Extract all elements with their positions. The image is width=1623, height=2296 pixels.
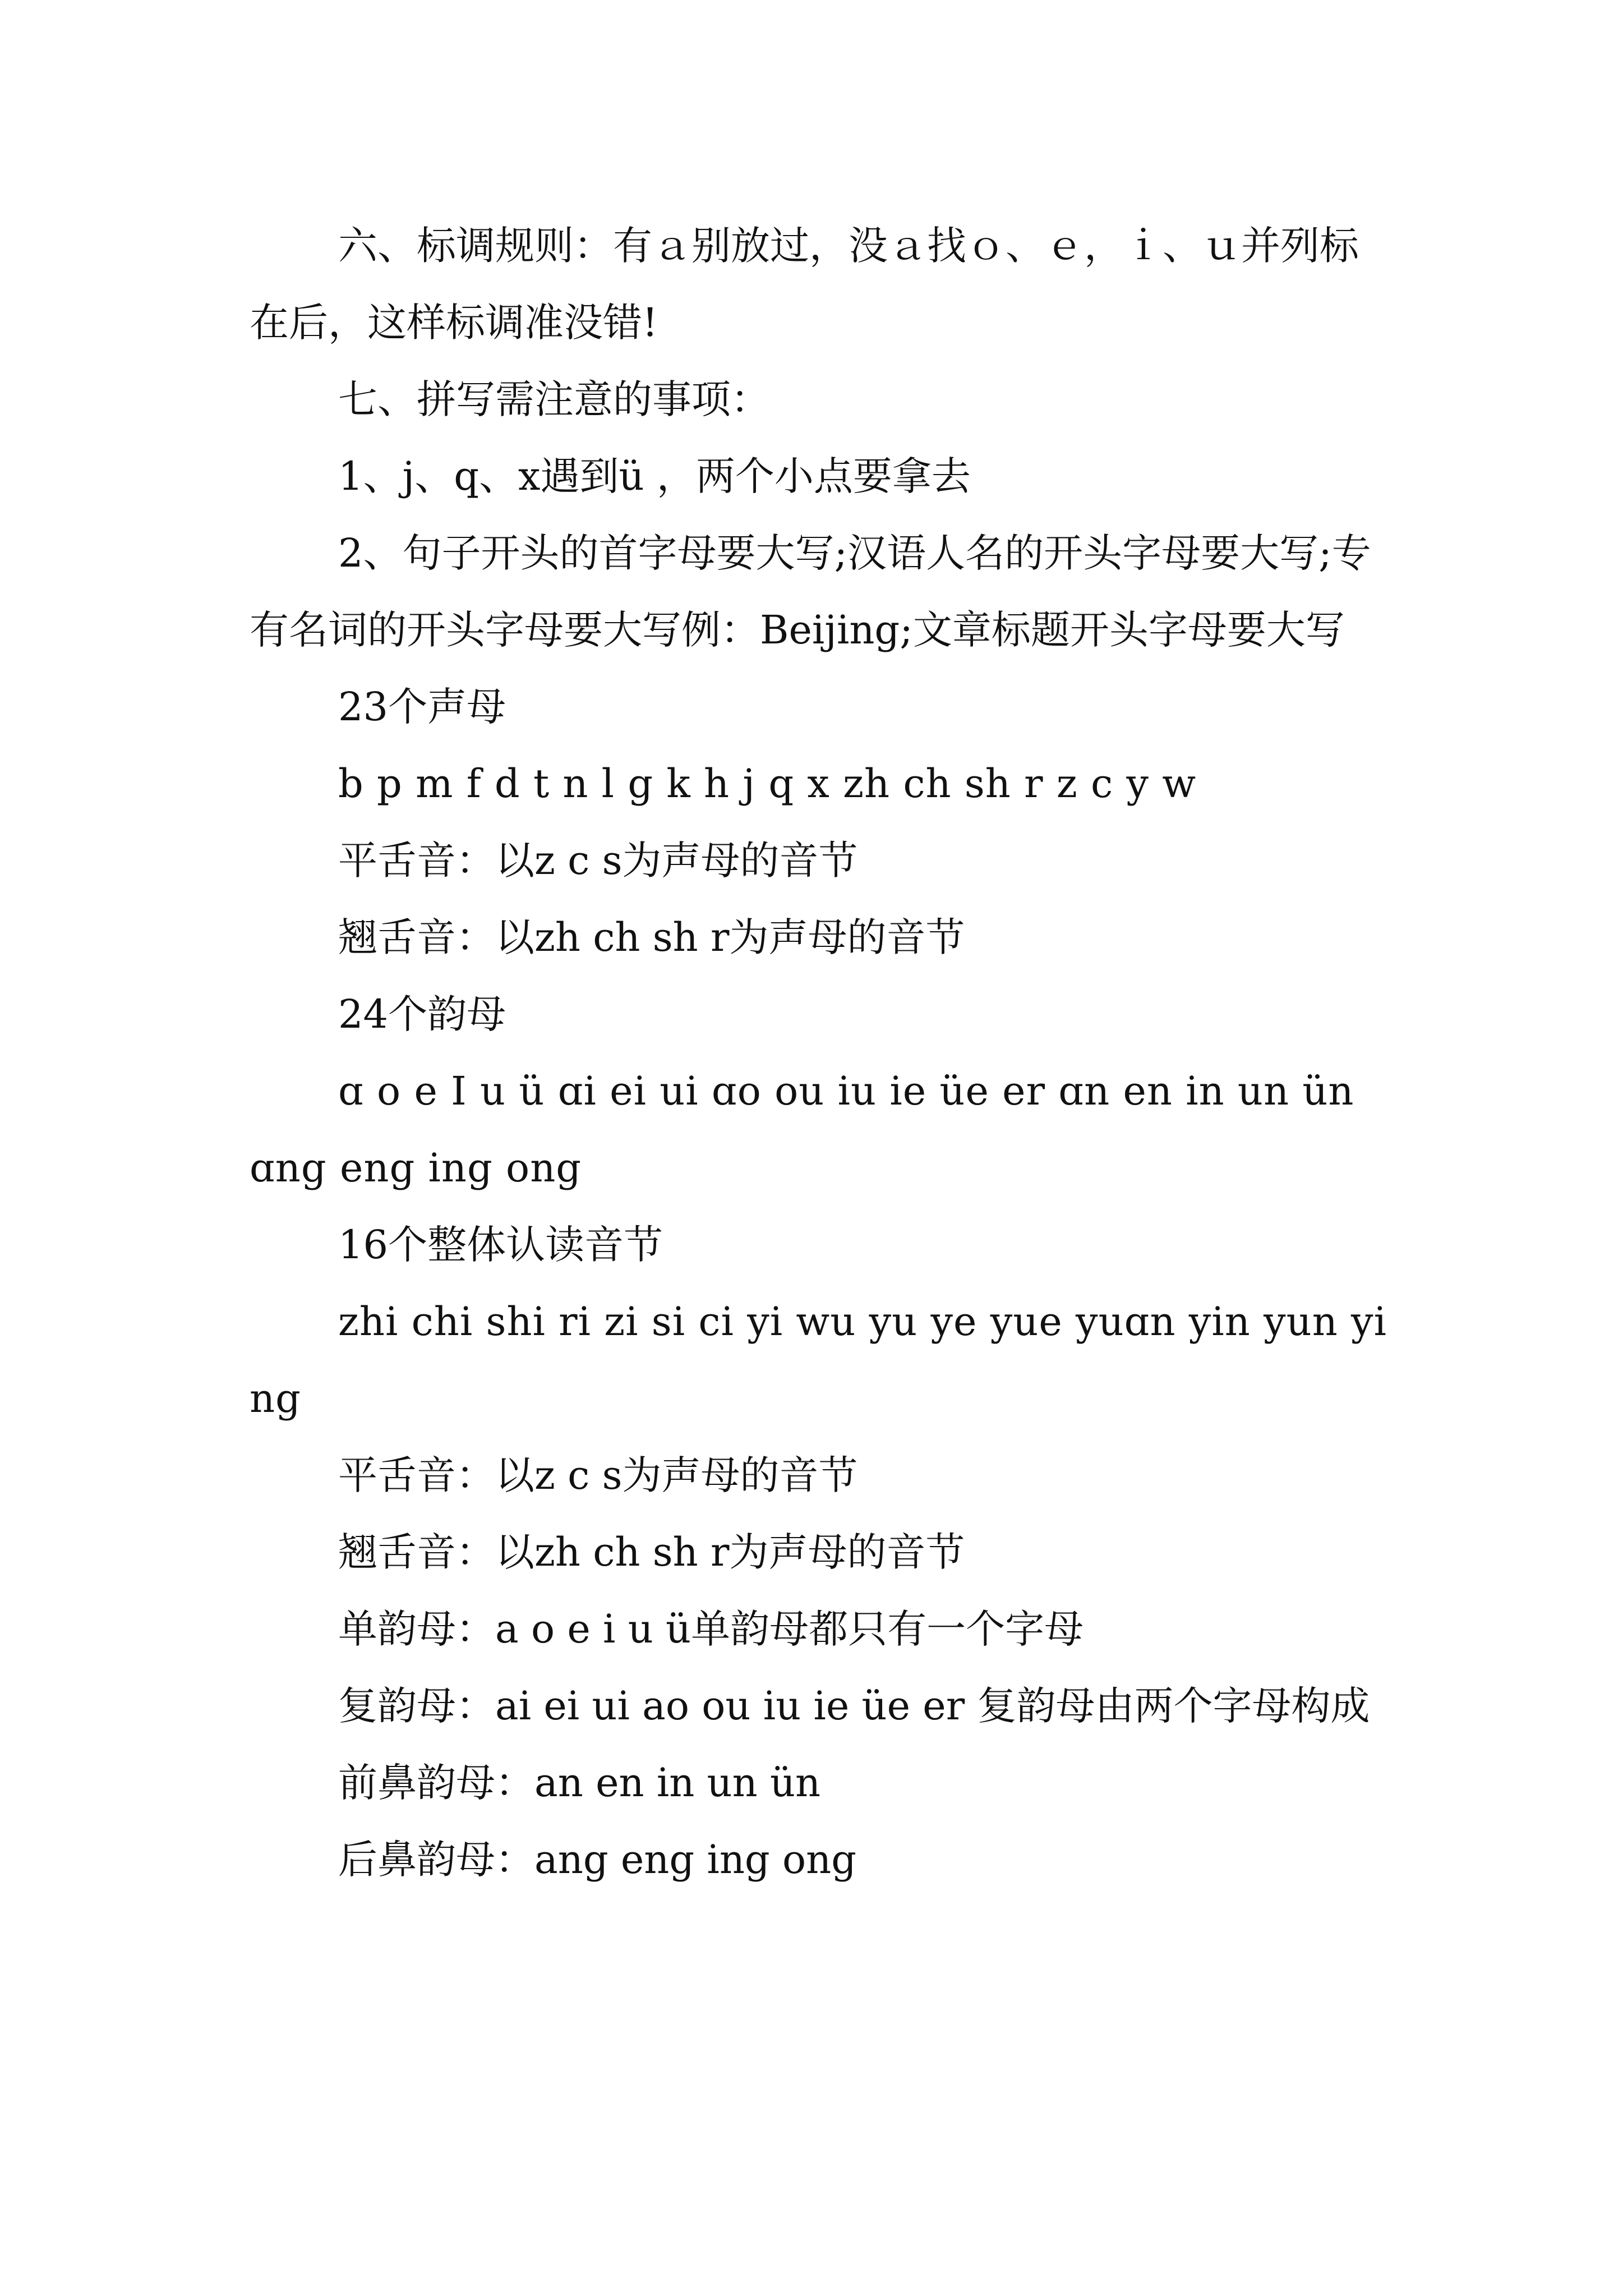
paragraph-simple-finals: 单韵母：a o e i u ü单韵母都只有一个字母	[338, 1606, 1084, 1652]
paragraph-retroflex: 翘舌音：以zh ch sh r为声母的音节	[338, 914, 965, 960]
paragraph-initials-heading: 23个声母	[338, 684, 506, 730]
paragraph-whole-syllables-list: zhi chi shi ri zi si ci yi wu yu ye yue yuɑn yin yun ying	[250, 1299, 1387, 1421]
paragraph-tone-rule: 六、标调规则：有ａ别放过，没ａ找ｏ、ｅ，ｉ、ｕ并列标在后，这样标调准没错!	[250, 223, 1359, 346]
paragraph-back-nasal-finals: 后鼻韵母：ang eng ing ong	[338, 1837, 857, 1883]
paragraph-initials-list: b p m f d t n l g k h j q x zh ch sh r z c y w	[338, 761, 1197, 807]
paragraph-spelling-notes-heading: 七、拼写需注意的事项：	[338, 376, 770, 422]
paragraph-spelling-note-2: 2、句子开头的首字母要大写;汉语人名的开头字母要大写;专有名词的开头字母要大写例：Beijing;文章标题开头字母要大写	[250, 530, 1371, 653]
document-body	[250, 208, 1388, 1898]
paragraph-finals-list: ɑ o e I u ü ɑi ei ui ɑo ou iu ie üe er ɑn en in un ün ɑng eng ing ong	[250, 1068, 1354, 1191]
paragraph-finals-heading: 24个韵母	[338, 991, 506, 1037]
paragraph-whole-syllables-heading: 16个整体认读音节	[338, 1222, 663, 1268]
paragraph-compound-finals: 复韵母：ai ei ui ao ou iu ie üe er 复韵母由两个字母构成	[338, 1683, 1370, 1729]
paragraph-spelling-note-1: 1、j、q、x遇到ü ，两个小点要拿去	[338, 453, 971, 499]
paragraph-retroflex-repeat: 翘舌音：以zh ch sh r为声母的音节	[338, 1529, 965, 1575]
paragraph-flat-tongue: 平舌音：以z c s为声母的音节	[338, 838, 858, 884]
paragraph-front-nasal-finals: 前鼻韵母：an en in un ün	[338, 1760, 821, 1806]
paragraph-flat-tongue-repeat: 平舌音：以z c s为声母的音节	[338, 1452, 858, 1498]
